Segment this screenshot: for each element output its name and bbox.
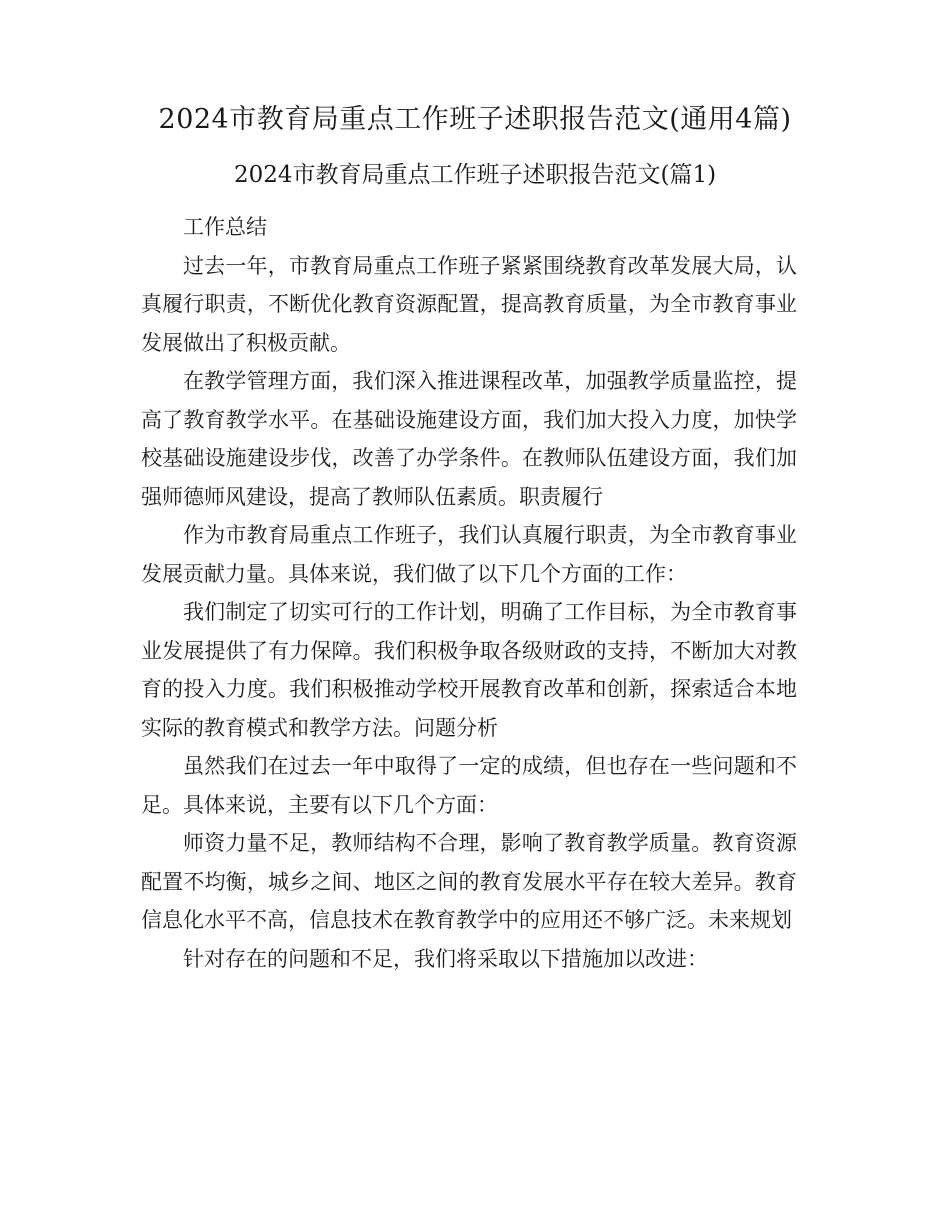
paragraph: 作为市教育局重点工作班子，我们认真履行职责，为全市教育事业发展贡献力量。具体来说，我们做了以下几个方面的工作： [141,523,797,586]
document-body [141,208,797,978]
paragraph: 针对存在的问题和不足，我们将采取以下措施加以改进： [183,946,708,971]
paragraph: 虽然我们在过去一年中取得了一定的成绩，但也存在一些问题和不足。具体来说，主要有以下几个方面： [141,754,797,817]
paragraph: 我们制定了切实可行的工作计划，明确了工作目标，为全市教育事业发展提供了有力保障。我们积极争取各级财政的支持，不断加大对教育的投入力度。我们积极推动学校开展教育改革和创新，探索适合本地实际的教育模式和教学方法。问题分析 [141,600,797,740]
paragraph: 过去一年，市教育局重点工作班子紧紧围绕教育改革发展大局，认真履行职责，不断优化教育资源配置，提高教育质量，为全市教育事业发展做出了积极贡献。 [141,253,797,355]
paragraph-heading-work-summary: 工作总结 [183,215,267,239]
paragraph: 师资力量不足，教师结构不合理，影响了教育教学质量。教育资源配置不均衡，城乡之间、地区之间的教育发展水平存在较大差异。教育信息化水平不高，信息技术在教育教学中的应用还不够广泛。未来规划 [141,831,797,932]
paragraph: 在教学管理方面，我们深入推进课程改革，加强教学质量监控，提高了教育教学水平。在基础设施建设方面，我们加大投入力度，加快学校基础设施建设步伐，改善了办学条件。在教师队伍建设方面，我们加强师德师风建设，提高了教师队伍素质。职责履行 [141,369,797,509]
document-title: 2024市教育局重点工作班子述职报告范文(通用4篇) [158,104,792,135]
section-title: 2024市教育局重点工作班子述职报告范文(篇1) [233,162,717,188]
